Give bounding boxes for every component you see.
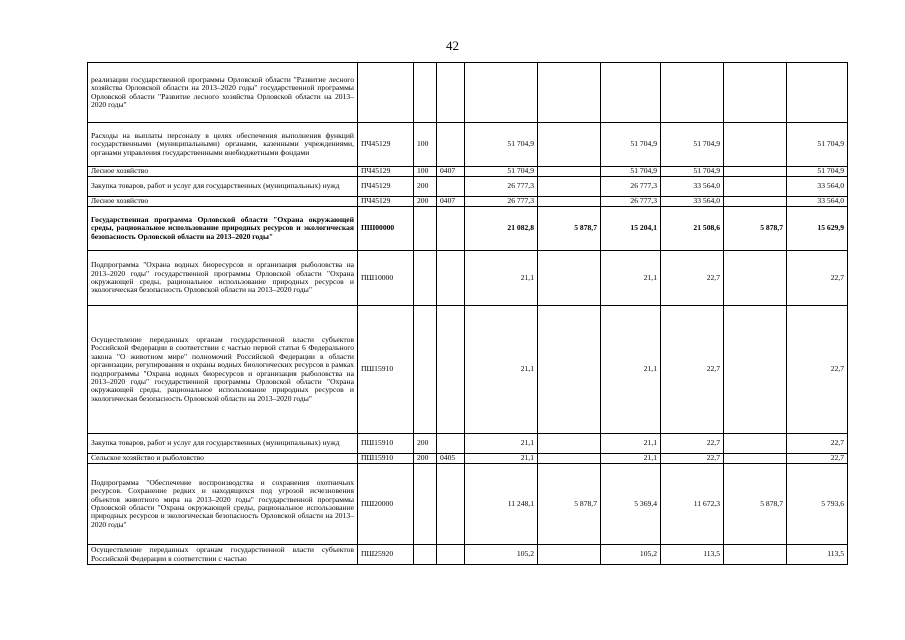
amount-federal-1 — [538, 545, 601, 565]
section-code — [437, 177, 465, 197]
table-row — [88, 464, 848, 545]
row-description: Осуществление переданных органам государственной власти субъектов Российской Федерации в соответствии с частью — [88, 545, 358, 565]
amount-regional-1 — [601, 63, 661, 123]
row-description: Закупка товаров, работ и услуг для государственных (муниципальных) нужд — [88, 434, 358, 454]
target-code: ПШ10000 — [358, 251, 414, 306]
amount-total-1: 11 248,1 — [465, 464, 538, 545]
expense-type — [414, 464, 437, 545]
expense-type — [414, 207, 437, 251]
amount-total-2: 11 672,3 — [661, 464, 724, 545]
row-description: Подпрограмма "Обеспечение воспроизводства и сохранения охотничьих ресурсов. Сохранение редких и находящихся под угрозой исчезновения объектов животного мира на 2013–2020 годы" государственной программы Орловской области "Охрана окружающей среды, рациональное использование природных ресурсов и экологическая безопасность Орловской области на 2013–2020 годы" — [88, 464, 358, 545]
amount-total-2: 22,7 — [661, 454, 724, 464]
amount-total-1: 21 082,8 — [465, 207, 538, 251]
amount-regional-2: 113,5 — [787, 545, 848, 565]
amount-total-2: 22,7 — [661, 434, 724, 454]
expense-type — [414, 306, 437, 434]
amount-total-1: 21,1 — [465, 454, 538, 464]
amount-total-2: 22,7 — [661, 306, 724, 434]
amount-regional-2: 15 629,9 — [787, 207, 848, 251]
amount-federal-2: 5 878,7 — [724, 464, 787, 545]
amount-total-1: 21,1 — [465, 251, 538, 306]
amount-regional-2: 5 793,6 — [787, 464, 848, 545]
expense-type: 200 — [414, 434, 437, 454]
expense-type: 100 — [414, 123, 437, 167]
section-code — [437, 251, 465, 306]
amount-federal-2 — [724, 306, 787, 434]
amount-federal-2 — [724, 167, 787, 177]
amount-federal-2 — [724, 454, 787, 464]
amount-federal-2: 5 878,7 — [724, 207, 787, 251]
row-description: Лесное хозяйство — [88, 197, 358, 207]
amount-total-2: 113,5 — [661, 545, 724, 565]
amount-regional-1: 51 704,9 — [601, 123, 661, 167]
row-description: Закупка товаров, работ и услуг для государственных (муниципальных) нужд — [88, 177, 358, 197]
table-row — [88, 63, 848, 123]
amount-total-2 — [661, 63, 724, 123]
section-code — [437, 545, 465, 565]
section-code — [437, 123, 465, 167]
section-code: 0407 — [437, 197, 465, 207]
amount-total-2: 51 704,9 — [661, 123, 724, 167]
amount-regional-2: 22,7 — [787, 454, 848, 464]
table-row — [88, 306, 848, 434]
page-number: 42 — [446, 38, 459, 53]
target-code: ПЧ45129 — [358, 123, 414, 167]
amount-regional-2: 33 564,0 — [787, 197, 848, 207]
amount-total-1 — [465, 63, 538, 123]
amount-total-1: 51 704,9 — [465, 167, 538, 177]
amount-regional-1: 26 777,3 — [601, 197, 661, 207]
row-description: реализации государственной программы Орловской области "Развитие лесного хозяйства Орловской области на 2013–2020 годы" государственной программы Орловской области "Развитие лесного хозяйства Орловской области на 2013–2020 годы" — [88, 63, 358, 123]
section-code — [437, 207, 465, 251]
row-description: Расходы на выплаты персоналу в целях обеспечения выполнения функций государственными (муниципальными) органами, казенными учреждениями, органами управления государственными внебюджетными фондами — [88, 123, 358, 167]
section-code: 0407 — [437, 167, 465, 177]
amount-federal-2 — [724, 545, 787, 565]
expense-type: 200 — [414, 454, 437, 464]
amount-total-1: 21,1 — [465, 434, 538, 454]
budget-table — [87, 62, 848, 565]
table-row — [88, 434, 848, 454]
target-code — [358, 63, 414, 123]
section-code — [437, 434, 465, 454]
amount-federal-1 — [538, 454, 601, 464]
expense-type: 100 — [414, 167, 437, 177]
target-code: ПЧ45129 — [358, 177, 414, 197]
amount-total-1: 26 777,3 — [465, 197, 538, 207]
amount-federal-1 — [538, 306, 601, 434]
amount-federal-1 — [538, 167, 601, 177]
amount-federal-1 — [538, 123, 601, 167]
row-description: Государственная программа Орловской области "Охрана окружающей среды, рациональное использование природных ресурсов и экологическая безопасность Орловской области на 2013–2020 годы" — [88, 207, 358, 251]
amount-regional-2: 51 704,9 — [787, 123, 848, 167]
amount-regional-2: 22,7 — [787, 434, 848, 454]
expense-type: 200 — [414, 177, 437, 197]
table-row — [88, 197, 848, 207]
target-code: ПШ00000 — [358, 207, 414, 251]
section-code — [437, 306, 465, 434]
amount-federal-1 — [538, 251, 601, 306]
amount-federal-1 — [538, 63, 601, 123]
target-code: ПЧ45129 — [358, 197, 414, 207]
row-description: Лесное хозяйство — [88, 167, 358, 177]
target-code: ПШ15910 — [358, 306, 414, 434]
amount-federal-2 — [724, 123, 787, 167]
target-code: ПЧ45129 — [358, 167, 414, 177]
amount-regional-2: 22,7 — [787, 251, 848, 306]
amount-regional-2: 22,7 — [787, 306, 848, 434]
table-row — [88, 454, 848, 464]
expense-type — [414, 545, 437, 565]
amount-regional-1: 15 204,1 — [601, 207, 661, 251]
amount-regional-2: 51 704,9 — [787, 167, 848, 177]
row-description: Подпрограмма "Охрана водных биоресурсов и организация рыболовства на 2013–2020 годы" государственной программы Орловской области "Охрана окружающей среды, рациональное использование природных ресурсов и экологическая безопасность Орловской области на 2013–2020 годы" — [88, 251, 358, 306]
amount-regional-1: 26 777,3 — [601, 177, 661, 197]
amount-federal-2 — [724, 63, 787, 123]
table-row — [88, 251, 848, 306]
row-description: Сельское хозяйство и рыболовство — [88, 454, 358, 464]
amount-federal-2 — [724, 197, 787, 207]
target-code: ПШ25920 — [358, 545, 414, 565]
expense-type: 200 — [414, 197, 437, 207]
amount-federal-2 — [724, 434, 787, 454]
amount-regional-2 — [787, 63, 848, 123]
table-row — [88, 123, 848, 167]
amount-federal-1 — [538, 177, 601, 197]
amount-total-1: 51 704,9 — [465, 123, 538, 167]
amount-total-2: 21 508,6 — [661, 207, 724, 251]
section-code — [437, 63, 465, 123]
amount-regional-1: 21,1 — [601, 251, 661, 306]
target-code: ПШ20000 — [358, 464, 414, 545]
amount-total-2: 33 564,0 — [661, 197, 724, 207]
amount-regional-1: 5 369,4 — [601, 464, 661, 545]
section-code — [437, 464, 465, 545]
amount-federal-1 — [538, 197, 601, 207]
expense-type — [414, 251, 437, 306]
amount-federal-1: 5 878,7 — [538, 207, 601, 251]
amount-regional-1: 21,1 — [601, 306, 661, 434]
amount-total-1: 105,2 — [465, 545, 538, 565]
amount-regional-1: 51 704,9 — [601, 167, 661, 177]
expense-type — [414, 63, 437, 123]
table-row — [88, 177, 848, 197]
amount-regional-2: 33 564,0 — [787, 177, 848, 197]
amount-total-2: 33 564,0 — [661, 177, 724, 197]
table-row — [88, 207, 848, 251]
amount-total-2: 22,7 — [661, 251, 724, 306]
table-row — [88, 167, 848, 177]
amount-federal-1: 5 878,7 — [538, 464, 601, 545]
amount-total-2: 51 704,9 — [661, 167, 724, 177]
amount-federal-1 — [538, 434, 601, 454]
table-row — [88, 545, 848, 565]
target-code: ПШ15910 — [358, 454, 414, 464]
amount-regional-1: 21,1 — [601, 434, 661, 454]
amount-total-1: 26 777,3 — [465, 177, 538, 197]
target-code: ПШ15910 — [358, 434, 414, 454]
amount-regional-1: 105,2 — [601, 545, 661, 565]
amount-regional-1: 21,1 — [601, 454, 661, 464]
amount-total-1: 21,1 — [465, 306, 538, 434]
row-description: Осуществление переданных органам государственной власти субъектов Российской Федерации в соответствии с частью первой статьи 6 Федерального закона "О животном мире" полномочий Российской Федерации в области организации, регулирования и охраны водных биологических ресурсов в рамках подпрограммы "Охрана водных биоресурсов и организация рыболовства на 2013–2020 годы" государственной программы Орловской области "Охрана окружающей среды, рациональное использование природных ресурсов и экологическая безопасность Орловской области на 2013–2020 годы" — [88, 306, 358, 434]
amount-federal-2 — [724, 251, 787, 306]
amount-federal-2 — [724, 177, 787, 197]
section-code: 0405 — [437, 454, 465, 464]
